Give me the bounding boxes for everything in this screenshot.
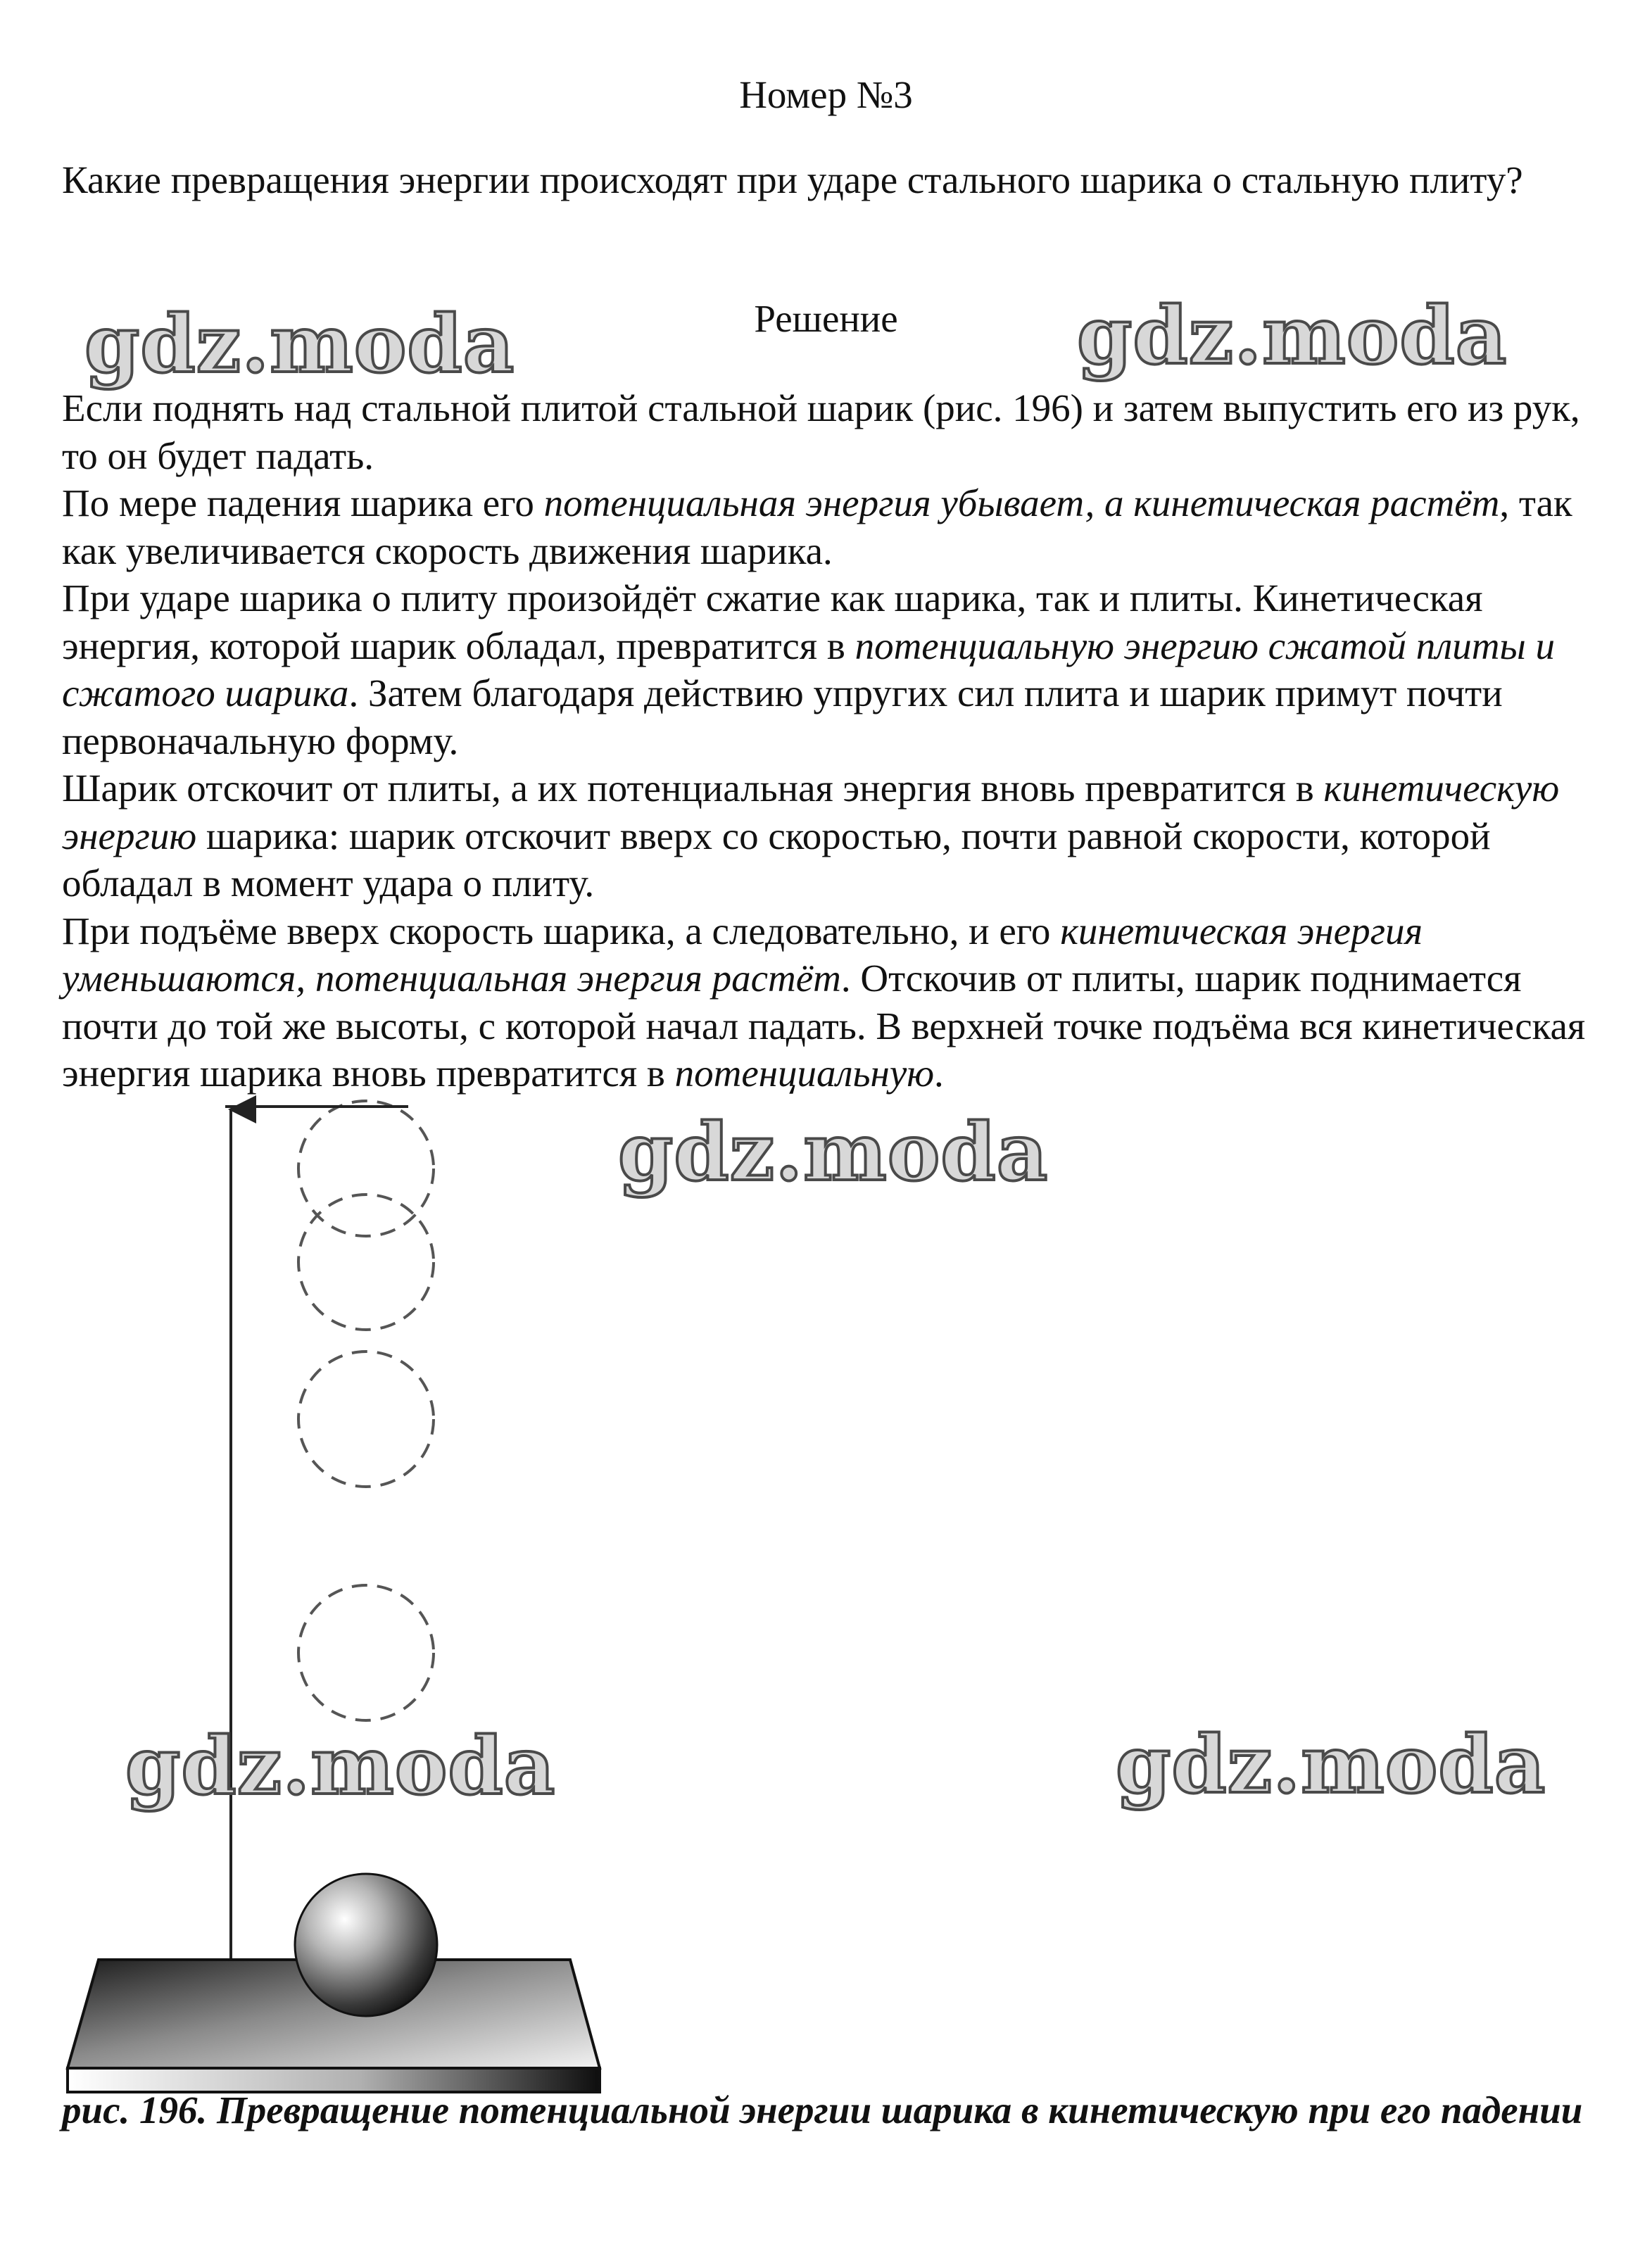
paragraph-text: . Отскочив от плиты, шарик поднимается почти до той же высоты, с которой начал падать. В верхней точке подъёма вся кинетическая энергия шарика вновь превратится в: [62, 957, 1586, 1095]
watermark: gdz.moda: [84, 298, 515, 391]
paragraph-text: шарика: шарик отскочит вверх со скоростью, почти равной скорости, которой обладал в момент удара о плиту.: [62, 814, 1491, 905]
paragraph-text: . Затем благодаря действию упругих сил плита и шарик примут почти первоначальную форму.: [62, 672, 1503, 762]
watermark: gdz.moda: [1116, 1719, 1546, 1811]
paragraph-text: Шарик отскочит от плиты, а их потенциальная энергия вновь превратится в: [62, 767, 1324, 810]
paragraph-text: При ударе шарика о плиту произойдёт сжатие как шарика, так и плиты. Кинетическая энергия, которой шарик обладал, превратится в: [62, 577, 1483, 667]
paragraph-text: По мере падения шарика его: [62, 481, 544, 524]
emphasis-text: потенциальную энергию сжатой плиты и сжатого шарика: [62, 624, 1555, 714]
figure-caption: рис. 196. Превращение потенциальной энергии шарика в кинетическую при его падении: [62, 2089, 1583, 2131]
watermark: gdz.moda: [1077, 290, 1508, 382]
emphasis-text: потенциальную: [674, 1052, 935, 1095]
paragraph-text: , так как увеличивается скорость движения шарика.: [62, 481, 1572, 572]
watermark: gdz.moda: [125, 1720, 556, 1813]
ghost-ball-middle: [298, 1352, 434, 1487]
problem-title: Номер №3: [739, 73, 913, 116]
ghost-ball-positions: [298, 1101, 434, 1720]
steel-ball: [295, 1874, 437, 2016]
paragraph-text: .: [934, 1052, 944, 1095]
emphasis-text: кинетическую энергию: [62, 767, 1560, 857]
paragraph-text: Если поднять над стальной плитой стальной шарик (рис. 196) и затем выпустить его из рук, то он будет падать.: [62, 386, 1580, 477]
ghost-ball-lower: [298, 1585, 434, 1720]
solution-heading: Решение: [754, 297, 898, 340]
question-text: Какие превращения энергии происходят при ударе стального шарика о стальную плиту?: [62, 158, 1523, 201]
watermark: gdz.moda: [618, 1107, 1049, 1199]
emphasis-text: кинетическая энергия уменьшаются, потенциальная энергия растёт: [62, 909, 1423, 1000]
paragraph-text: При подъёме вверх скорость шарика, а следовательно, и его: [62, 909, 1061, 952]
emphasis-text: потенциальная энергия убывает, а кинетическая растёт: [543, 481, 1500, 524]
